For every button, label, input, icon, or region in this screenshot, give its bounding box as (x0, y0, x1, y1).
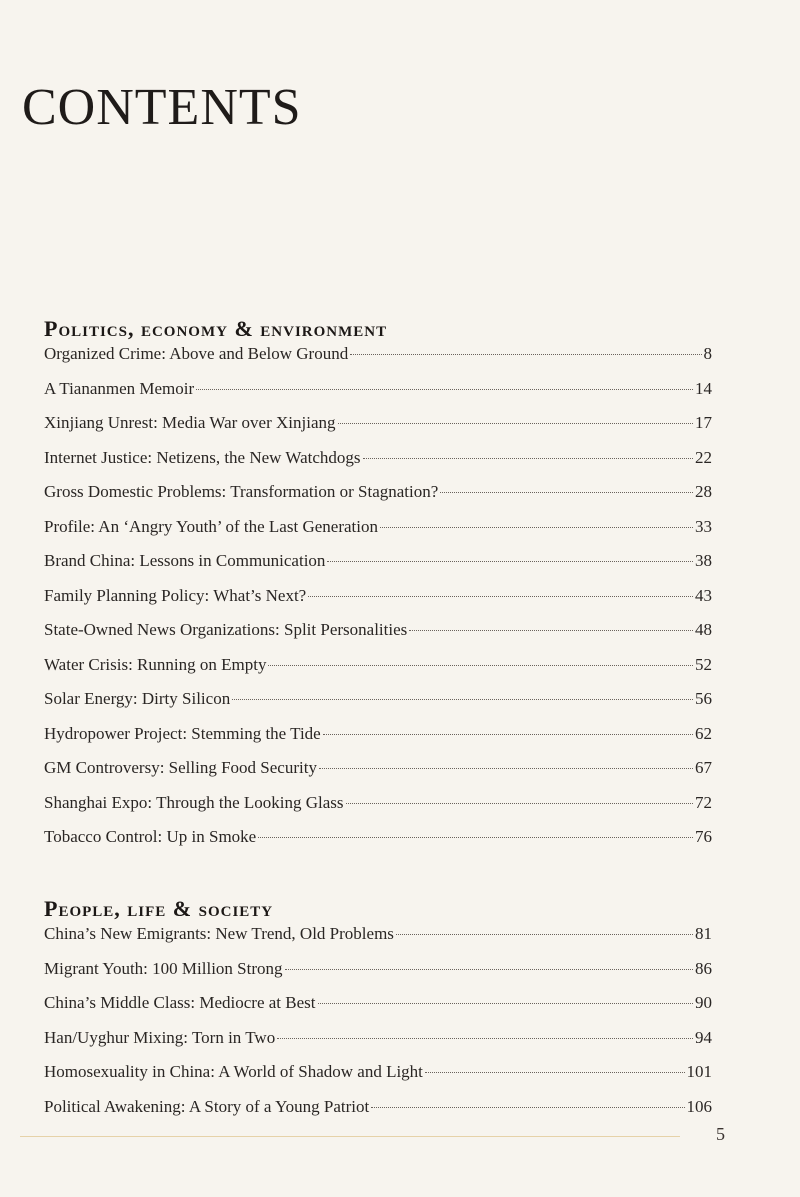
toc-entry-page-number: 90 (695, 993, 712, 1012)
dot-leader (319, 768, 693, 769)
section-title: Politics, economy & environment (44, 316, 388, 341)
toc-entry[interactable] (44, 689, 712, 724)
toc-entry-title: Family Planning Policy: What’s Next? (44, 585, 307, 605)
toc-entry[interactable] (44, 1062, 712, 1097)
section-people-life-society (44, 896, 712, 1131)
page-title: CONTENTS (22, 79, 302, 136)
toc-entry-title: Migrant Youth: 100 Million Strong (44, 958, 283, 978)
toc-entry-page-number: 14 (695, 378, 712, 398)
toc-entry-page-number: 62 (695, 723, 712, 743)
toc-entry-page-number: 67 (695, 758, 712, 777)
toc-entry-title: Hydropower Project: Stemming the Tide (44, 723, 321, 743)
dot-leader (350, 354, 701, 355)
toc-entry-title: Han/Uyghur Mixing: Torn in Two (44, 1027, 276, 1047)
toc-entry-title: Profile: An ‘Angry Youth’ of the Last Generation (44, 516, 378, 536)
toc-list (44, 924, 712, 1131)
toc-entry-title: China’s Middle Class: Mediocre at Best (44, 993, 316, 1012)
toc-entry[interactable] (44, 758, 712, 793)
dot-leader (338, 423, 694, 424)
page-number: 5 (716, 1124, 725, 1144)
toc-entry-title: Homosexuality in China: A World of Shadow and Light (44, 1062, 423, 1081)
toc-entry[interactable] (44, 655, 712, 690)
toc-entry-page-number: 52 (695, 654, 712, 674)
dot-leader (232, 699, 693, 700)
toc-entry[interactable] (44, 1097, 712, 1132)
toc-entry-title: Internet Justice: Netizens, the New Watchdogs (44, 447, 361, 467)
toc-entry[interactable] (44, 517, 712, 552)
dot-leader (425, 1072, 685, 1073)
toc-entry-page-number: 33 (695, 516, 712, 536)
footer-rule (20, 1136, 680, 1137)
toc-entry-title: Water Crisis: Running on Empty (44, 654, 267, 674)
toc-entry[interactable] (44, 344, 712, 379)
toc-entry-page-number: 81 (695, 924, 712, 943)
dot-leader (346, 803, 693, 804)
dot-leader (258, 837, 693, 838)
toc-entry-page-number: 106 (686, 1096, 712, 1116)
toc-entry-page-number: 22 (695, 447, 712, 467)
toc-entry-page-number: 86 (695, 958, 712, 978)
section-politics-economy-environment (44, 316, 712, 862)
dot-leader (371, 1107, 684, 1108)
toc-entry[interactable] (44, 551, 712, 586)
toc-entry[interactable] (44, 482, 712, 517)
toc-entry[interactable] (44, 413, 712, 448)
toc-entry-title: GM Controversy: Selling Food Security (44, 758, 317, 777)
toc-entry-page-number: 8 (703, 344, 712, 363)
toc-entry[interactable] (44, 993, 712, 1028)
toc-entry[interactable] (44, 379, 712, 414)
dot-leader (308, 596, 693, 597)
dot-leader (318, 1003, 694, 1004)
toc-entry-page-number: 43 (695, 585, 712, 605)
dot-leader (380, 527, 693, 528)
toc-entry-title: A Tiananmen Memoir (44, 378, 195, 398)
toc-entry-title: Shanghai Expo: Through the Looking Glass (44, 792, 344, 812)
toc-entry[interactable] (44, 793, 712, 828)
toc-entry-page-number: 56 (695, 689, 712, 708)
toc-entry-title: Tobacco Control: Up in Smoke (44, 827, 257, 846)
dot-leader (323, 734, 693, 735)
toc-entry[interactable] (44, 620, 712, 655)
toc-entry-title: State-Owned News Organizations: Split Personalities (44, 620, 408, 639)
toc-entry[interactable] (44, 724, 712, 759)
toc-entry-page-number: 48 (695, 620, 712, 639)
dot-leader (196, 389, 693, 390)
toc-entry-page-number: 76 (695, 827, 712, 846)
toc-entry-page-number: 28 (695, 482, 712, 501)
toc-entry-title: Organized Crime: Above and Below Ground (44, 344, 349, 363)
toc-entry-page-number: 17 (695, 413, 712, 432)
dot-leader (396, 934, 693, 935)
toc-entry-page-number: 101 (686, 1062, 712, 1081)
toc-entry[interactable] (44, 924, 712, 959)
toc-entry[interactable] (44, 959, 712, 994)
dot-leader (409, 630, 693, 631)
section-title: People, life & society (44, 896, 274, 921)
toc-entry[interactable] (44, 1028, 712, 1063)
toc-entry-page-number: 94 (695, 1027, 712, 1047)
toc-entry-title: Xinjiang Unrest: Media War over Xinjiang (44, 413, 336, 432)
toc-entry-title: Solar Energy: Dirty Silicon (44, 689, 231, 708)
toc-entry-title: China’s New Emigrants: New Trend, Old Problems (44, 924, 394, 943)
dot-leader (440, 492, 693, 493)
toc-entry[interactable] (44, 448, 712, 483)
dot-leader (363, 458, 693, 459)
dot-leader (327, 561, 693, 562)
toc-entry-title: Political Awakening: A Story of a Young Patriot (44, 1096, 370, 1116)
dot-leader (285, 969, 693, 970)
dot-leader (268, 665, 693, 666)
toc-entry-title: Brand China: Lessons in Communication (44, 551, 326, 570)
toc-entry[interactable] (44, 827, 712, 862)
toc-entry-title: Gross Domestic Problems: Transformation or Stagnation? (44, 482, 439, 501)
toc-entry[interactable] (44, 586, 712, 621)
dot-leader (277, 1038, 693, 1039)
toc-entry-page-number: 72 (695, 792, 712, 812)
toc-list (44, 344, 712, 862)
toc-entry-page-number: 38 (695, 551, 712, 570)
